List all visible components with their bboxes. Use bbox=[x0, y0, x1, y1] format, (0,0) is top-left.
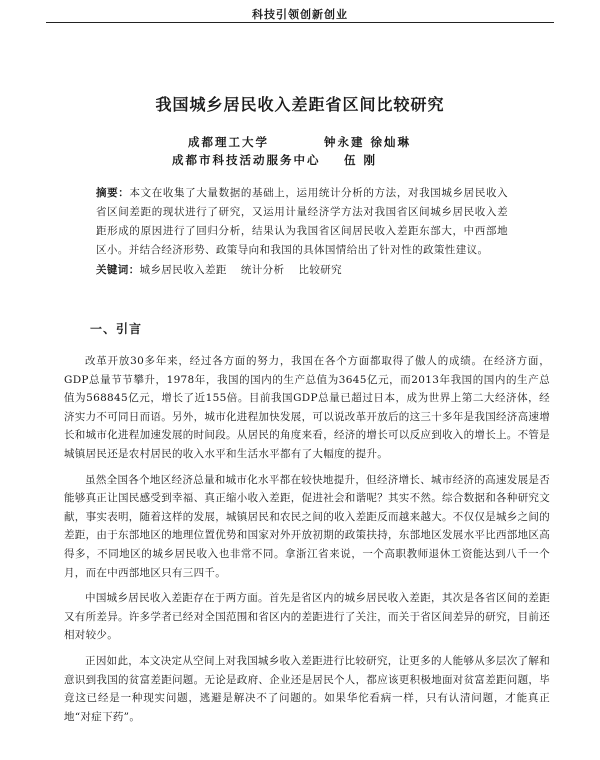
paragraph: 改革开放30多年来，经过各方面的努力，我国在各个方面都取得了傲人的成绩。在经济方面，GDP总量节节攀升，1978年，我国的国内的生产总值为3645亿元，而2013年我国的国内的生产总值为568845亿元，增长了近155倍。目前我国GDP总量已超过日本，成为世界上第二大经济体，经济实力不可同日而语。另外，城市化进程加快发展，可以说改革开放后的这三十多年是我国经济高速增长和城市化进程加速发展的时间段。从居民的角度来看，经济的增长可以反应到收入的增长上。不管是城镇居民还是农村居民的收入水平和生活水平都有了大幅度的提升。 bbox=[64, 355, 550, 460]
header-rule bbox=[46, 22, 554, 23]
abstract-text: 本文在收集了大量数据的基础上，运用统计分析的方法，对我国城乡居民收入省区间差距的现状进行了研究，又运用计量经济学方法对我国省区间城乡居民收入差距形成的原因进行了回归分析，结果认为我国省区间居民收入差距东部大，中西部地区小。并结合经济形势、政策导向和我国的具体国情给出了针对性的政策性建议。 bbox=[96, 187, 508, 256]
keyword: 比较研究 bbox=[298, 264, 343, 276]
affiliation-2: 成都市科技活动服务中心 bbox=[172, 153, 321, 167]
keywords bbox=[96, 261, 508, 280]
paragraph: 虽然全国各个地区经济总量和城市化水平都在较快地提升，但经济增长、城市经济的高速发展是否能够真正让国民感受到幸福、真正缩小收入差距，促进社会和谐呢？其实不然。综合数据和各种研究文献，事实表明，随着这样的发展，城镇居民和农民之间的收入差距反而越来越大。不仅仅是城乡之间的差距，由于东部地区的地理位置优势和国家对外开放初期的政策扶持，东部地区发展水平比西部地区高得多，不同地区的城乡居民收入也非常不同。拿浙江省来说，一个高职教师退休工资能达到八千一个月，而在中西部地区只有三四千。 bbox=[64, 473, 550, 579]
body-text bbox=[64, 352, 550, 733]
section-heading: 一、引言 bbox=[90, 322, 143, 336]
authors-2: 伍 刚 bbox=[344, 153, 378, 167]
article-title: 我国城乡居民收入差距省区间比较研究 bbox=[155, 95, 445, 114]
authors-1: 钟永建 徐灿琳 bbox=[324, 135, 412, 149]
keywords-label: 关键词： bbox=[96, 264, 140, 276]
paragraph: 中国城乡居民收入差距存在于两方面。首先是省区内的城乡居民收入差距，其次是各省区间的差距又有所差异。许多学者已经对全国范围和省区内的差距进行了关注，而关于省区间差异的研究，目前还相对较少。 bbox=[64, 592, 550, 642]
paragraph: 正因如此，本文决定从空间上对我国城乡收入差距进行比较研究，让更多的人能够从多层次了解和意识到我国的贫富差距问题。无论是政府、企业还是居民个人，都应该更积极地面对贫富差距问题，毕竟这已经是一种现实问题，逃避是解决不了问题的。如果华佗看病一样，只有认清问题，才能真正地“对症下药”。 bbox=[64, 654, 550, 723]
running-header: 科技引领创新创业 bbox=[252, 8, 348, 21]
abstract bbox=[96, 184, 508, 260]
keyword: 城乡居民收入差距 bbox=[139, 264, 227, 276]
affiliation-1: 成都理工大学 bbox=[188, 135, 269, 149]
abstract-label: 摘要： bbox=[96, 187, 130, 199]
keyword: 统计分析 bbox=[240, 264, 285, 276]
